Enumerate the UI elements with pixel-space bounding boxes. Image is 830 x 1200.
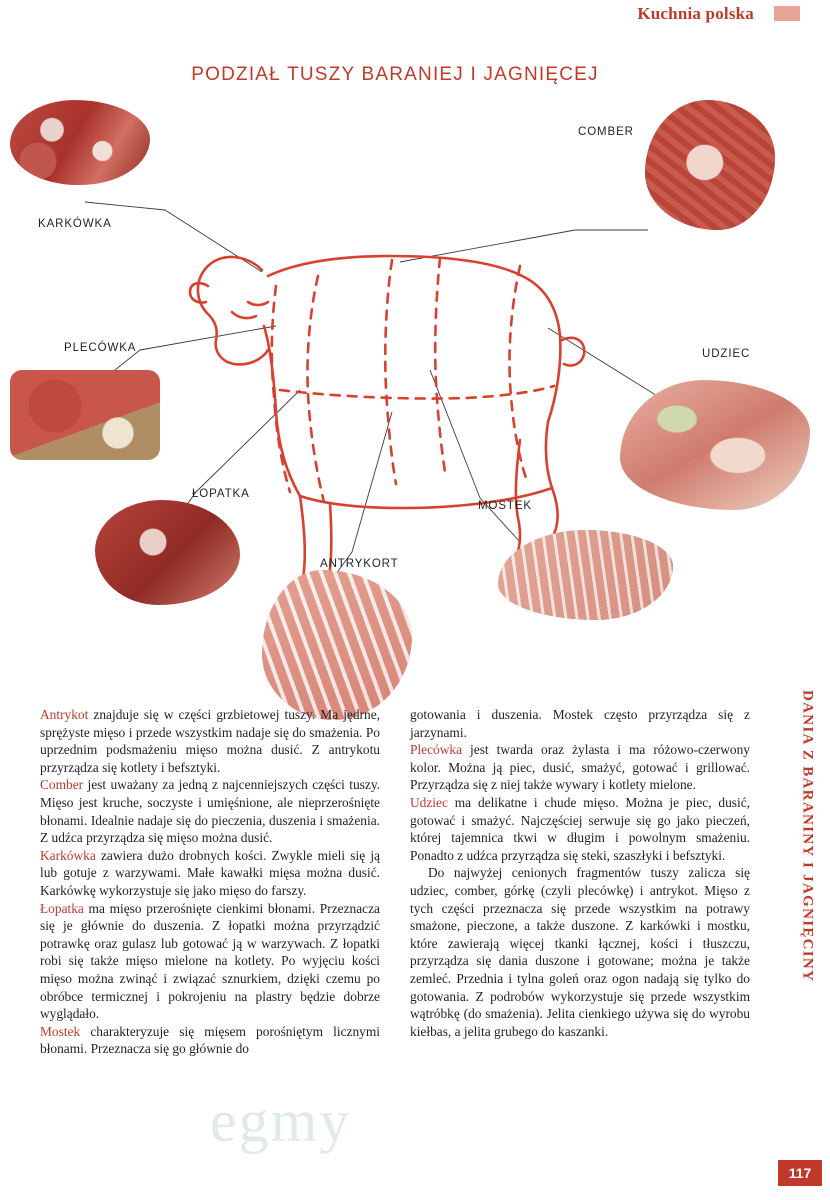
book-title: Kuchnia polska: [637, 4, 754, 23]
paragraph-antrykot-text: znajduje się w części grzbietowej tuszy. Ma jędrne, sprężyste mięso i przede wszystkim nadaje się do smażenia. Po uprzednim podsmażeniu mięso można dusić. Z antrykotu przyrządza się kotlety i befsztyki.: [40, 707, 380, 775]
paragraph-summary: Do najwyżej cenionych fragmentów tuszy zalicza się udziec, comber, górkę (czyli plecówkę) i antrykot. Mięso z tych części przeznacza się przede wszystkim na potrawy smażone, pieczone, a także duszone. Z karkówki i mostku, które zawierają więcej tkanki łącznej, kości i tłuszczu, przyrządza się dania duszone i gotowane; można je także zemleć. Przednia i tylna goleń oraz ogon nadają się tylko do gotowania. Z podrobów wykorzystuje się przede wszystkim wątróbkę (do smażenia). Jelita cienkiego używa się do wyrobu kiełbas, a jelita grubego do kaszanki.: [410, 865, 750, 1039]
paragraph-karkowka: [40, 847, 380, 900]
text-column-right: [410, 706, 750, 1040]
diagram-title: PODZIAŁ TUSZY BARANIEJ I JAGNIĘCEJ: [191, 64, 599, 85]
carcass-diagram: [0, 90, 830, 670]
paragraph-mostek-text: charakteryzuje się mięsem porośniętym licznymi błonami. Przeznacza się go głównie do: [40, 1023, 380, 1057]
cut-label-plecowka: PLECÓWKA: [64, 342, 137, 354]
paragraph-antrykot: [40, 706, 380, 776]
page-number: 117: [778, 1160, 822, 1186]
photo-udziec: [620, 380, 810, 510]
term-lopatka: Łopatka: [40, 900, 84, 916]
chapter-side-tab-label: DANIA Z BARANINY I JAGNIĘCINY: [799, 690, 816, 983]
cut-label-udziec: UDZIEC: [702, 348, 751, 360]
paragraph-comber-text: jest uważany za jedną z najcenniejszych części tuszy. Mięso jest kruche, soczyste i umięśnione, ale nieprzerośnięte błonami. Idealnie nadaje się do pieczenia, duszenia i smażenia. Z udźca przyrządza się mięso można dusić.: [40, 777, 380, 846]
page-header: [0, 0, 830, 30]
paragraph-plecowka-text: jest twarda oraz żylasta i ma różowo-czerwony kolor. Można ją piec, dusić, smażyć, gotować i grillować. Przyrządza się z niej także wywary i kotlety mielone.: [410, 742, 750, 793]
term-karkowka: Karkówka: [40, 847, 96, 863]
paragraph-comber: [40, 776, 380, 846]
paragraph-lopatka-text: ma mięso przerośnięte cienkimi błonami. Przeznacza się je głównie do duszenia. Z łopatki można przyrządzić potrawkę oraz gulasz lub gotować ją w warzywach. Z łopatki robi się także mięso mielone na kotlety. Po wyjęciu kości mięso można zwinąć i związać sznurkiem, dzięki czemu po obróbce termicznej i pokrojeniu na plastry będzie dobrze wyglądało.: [40, 900, 380, 1022]
term-antrykot: Antrykot: [40, 707, 89, 722]
paragraph-lopatka: [40, 900, 380, 1023]
paragraph-mostek: [40, 1023, 380, 1058]
chapter-side-tab: [794, 690, 820, 1160]
photo-antrykort: [262, 570, 412, 720]
header-color-swatch: [774, 6, 800, 21]
watermark: egmy: [210, 1088, 352, 1154]
cut-label-karkowka: KARKÓWKA: [38, 218, 112, 230]
term-plecowka: Plecówka: [410, 742, 463, 758]
text-column-left: [40, 706, 380, 1058]
paragraph-udziec-text: ma delikatne i chude mięso. Można je piec, dusić, gotować i smażyć. Najczęściej serwuje się go jako pieczeń, której tajemnica tkwi w długim i powolnym smażeniu. Ponadto z udźca przyrządza się steki, szaszłyki i befsztyki.: [410, 794, 750, 863]
cut-label-antrykort: ANTRYKORT: [320, 558, 399, 570]
article-body: [40, 706, 760, 1166]
photo-plecowka: [10, 370, 160, 460]
cut-label-comber: COMBER: [578, 126, 634, 138]
cut-label-lopatka: ŁOPATKA: [192, 488, 250, 500]
paragraph-karkowka-text: zawiera dużo drobnych kości. Zwykle mieli się ją lub gotuje z warzywami. Małe kawałki mięsa można dusić. Karkówkę wykorzystuje się jako mięso do farszy.: [40, 847, 380, 898]
photo-comber: [645, 100, 775, 230]
term-udziec: Udziec: [410, 794, 448, 810]
term-comber: Comber: [40, 777, 84, 793]
paragraph-udziec: [410, 794, 750, 864]
paragraph-mostek-cont: gotowania i duszenia. Mostek często przyrządza się z jarzynami.: [410, 707, 750, 740]
paragraph-plecowka: [410, 741, 750, 794]
term-mostek: Mostek: [40, 1023, 81, 1039]
cut-label-mostek: MOSTEK: [478, 500, 532, 512]
